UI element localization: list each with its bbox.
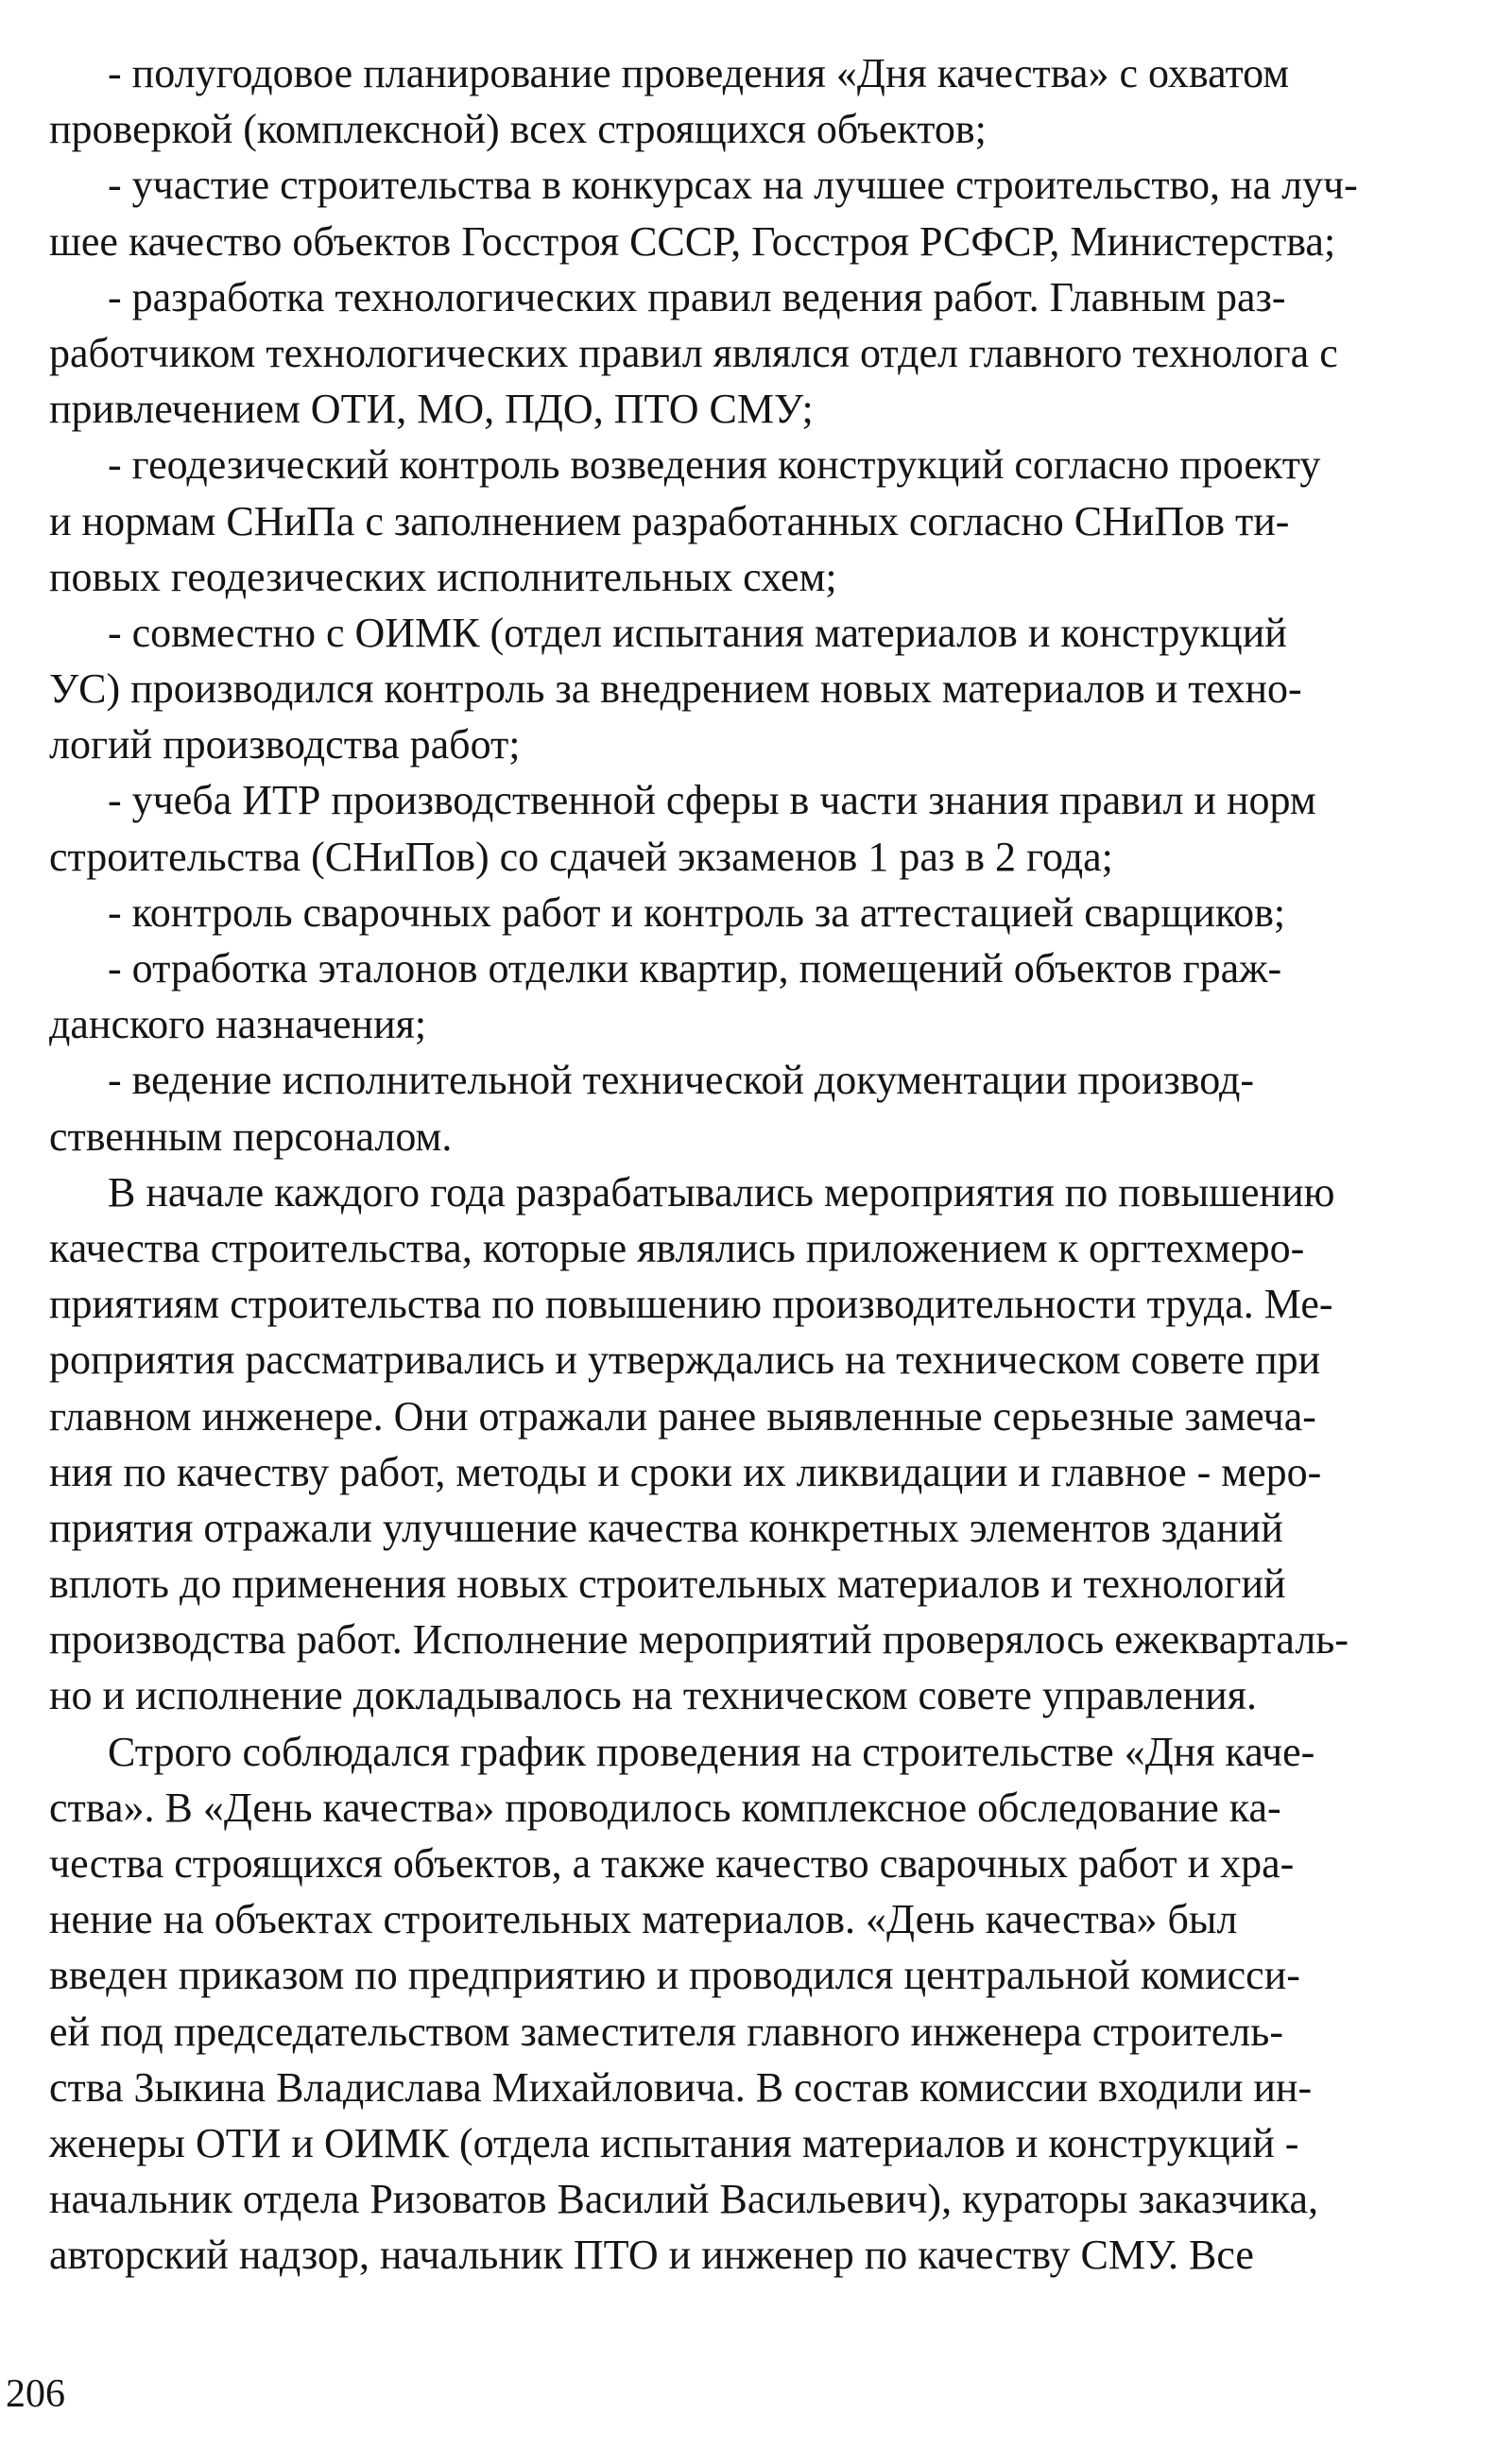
text-line: логий производства работ; [49,721,521,768]
text-line: данского назначения; [49,1001,427,1048]
text-line: УС) производился контроль за внедрением новых материалов и техно- [49,665,1302,713]
text-line: роприятия рассматривались и утверждались на техническом совете при [49,1337,1321,1384]
text-line: - участие строительства в конкурсах на лучшее строительство, на луч- [108,162,1358,209]
text-line: ей под председательством заместителя главного инженера строитель- [49,2008,1283,2055]
text-line: строительства (СНиПов) со сдачей экзаменов 1 раз в 2 года; [49,833,1113,880]
text-line: - ведение исполнительной технической документации производ- [108,1057,1255,1104]
text-line: ственным персоналом. [49,1112,453,1160]
text-line: - геодезический контроль возведения конструкций согласно проекту [108,441,1321,489]
text-line: чества строящихся объектов, а также качество сварочных работ и хра- [49,1840,1295,1887]
text-line: но и исполнение докладывалось на техническом совете управления. [49,1672,1257,1719]
text-line: производства работ. Исполнение мероприятий проверялось ежекварталь- [49,1616,1349,1664]
text-line: главном инженере. Они отражали ранее выявленные серьезные замеча- [49,1392,1316,1440]
text-line: В начале каждого года разрабатывались мероприятия по повышению [108,1168,1335,1216]
text-line: повых геодезических исполнительных схем; [49,553,837,600]
text-line: - контроль сварочных работ и контроль за аттестацией сварщиков; [108,888,1286,936]
text-line: - разработка технологических правил ведения работ. Главным раз- [108,273,1286,320]
text-line: приятия отражали улучшение качества конкретных элементов зданий [49,1504,1283,1551]
text-line: женеры ОТИ и ОИМК (отдела испытания материалов и конструкций - [49,2119,1299,2166]
text-line: работчиком технологических правил являлся отдел главного технолога с [49,329,1338,376]
body-text [49,45,1482,2284]
text-line: - учеба ИТР производственной сферы в части знания правил и норм [108,777,1316,824]
text-line: Строго соблюдался график проведения на строительстве «Дня каче- [108,1728,1315,1775]
text-line: и нормам СНиПа с заполнением разработанных согласно СНиПов ти- [49,497,1290,544]
text-line: ния по качеству работ, методы и сроки их ликвидации и главное - меро- [49,1448,1322,1495]
text-line: ства Зыкина Владислава Михайловича. В состав комиссии входили ин- [49,2063,1313,2111]
text-line: - отработка эталонов отделки квартир, помещений объектов граж- [108,945,1282,992]
text-line: введен приказом по предприятию и проводился центральной комисси- [49,1952,1300,1999]
text-line: начальник отдела Ризоватов Василий Васильевич), кураторы заказчика, [49,2176,1319,2223]
text-line: качества строительства, которые являлись приложением к оргтехмеро- [49,1224,1305,1271]
text-line: нение на объектах строительных материалов. «День качества» был [49,1896,1238,1943]
text-line: приятиям строительства по повышению производительности труда. Ме- [49,1281,1333,1328]
text-line: вплоть до применения новых строительных материалов и технологий [49,1561,1286,1608]
text-line: проверкой (комплексной) всех строящихся объектов; [49,106,987,153]
page-number: 206 [6,2372,65,2416]
text-line: - полугодовое планирование проведения «Дня качества» с охватом [108,50,1290,96]
text-line: авторский надзор, начальник ПТО и инженер по качеству СМУ. Все [49,2232,1254,2279]
text-line: ства». В «День качества» проводилось комплексное обследование ка- [49,1784,1281,1831]
text-line: привлечением ОТИ, МО, ПДО, ПТО СМУ; [49,386,814,433]
text-line: - совместно с ОИМК (отдел испытания материалов и конструкций [108,609,1287,656]
text-line: шее качество объектов Госстроя СССР, Госстроя РСФСР, Министерства; [49,217,1336,265]
